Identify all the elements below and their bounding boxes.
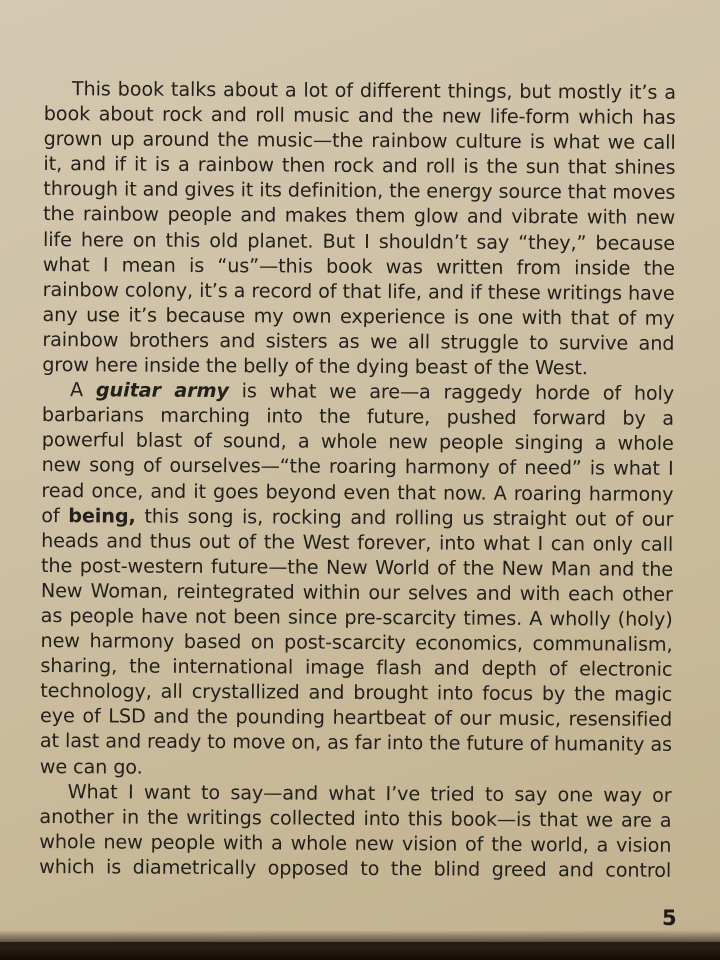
text-line	[42, 377, 674, 406]
text-line: the post-western future—the New World of the New Man and the	[40, 553, 674, 581]
text-line: book about rock and roll music and the new life-form which has	[43, 102, 676, 129]
text-fragment: is what we are—a raggedy horde of holy	[228, 379, 675, 405]
text-line: which is diametrically opposed to the blind greed and control	[39, 854, 672, 882]
text-line: the rainbow people and makes them glow and vibrate with new	[43, 202, 676, 230]
text-line: New Woman, reintegrated within our selves and with each other	[40, 578, 673, 606]
text-line	[41, 503, 673, 532]
text-line: eye of LSD and the pounding heartbeat of our music, resensified	[40, 704, 673, 732]
emphasis-guitar-army: guitar army	[95, 378, 229, 403]
text-fragment: of	[41, 503, 69, 527]
text-line: powerful blast of sound, a whole new people singing a whole	[41, 428, 674, 456]
text-line: what I mean is “us”—this book was written from inside the	[42, 252, 675, 280]
text-line: grown up around the music—the rainbow culture is what we call	[43, 127, 676, 155]
text-line: at last and ready to move on, as far into the future of humanity as	[39, 729, 672, 757]
text-line: it, and if it is a rainbow then rock and roll is the sun that shines	[43, 152, 676, 180]
text-fragment: this song is, rocking and rolling us straight out of our	[135, 504, 674, 531]
text-line: rainbow colony, it’s a record of that life, and if these writings have	[42, 277, 675, 305]
text-line: whole new people with a whole new vision of the world, a vision	[39, 829, 672, 857]
emphasis-being: being,	[68, 503, 136, 528]
text-line: read once, and it goes beyond even that now. A roaring harmony	[41, 478, 674, 506]
text-line: heads and thus out of the West forever, into what I can only call	[41, 528, 674, 556]
body-text	[39, 76, 676, 883]
page-edge-shadow	[0, 930, 720, 960]
text-line: This book talks about a lot of different things, but mostly it’s a	[71, 77, 676, 104]
paragraph-2	[40, 377, 674, 782]
paragraph-1	[42, 76, 676, 381]
text-fragment: A	[70, 378, 97, 402]
text-line: life here on this old planet. But I shouldn’t say “they,” because	[42, 227, 676, 255]
text-line: What I want to say—and what I’ve tried to say one way or	[67, 779, 672, 807]
text-line: through it and gives it its definition, the energy source that moves	[43, 177, 676, 205]
text-line: we can go.	[39, 754, 143, 779]
text-line: as people have not been since pre-scarcity times. A wholly (holy)	[40, 603, 673, 631]
text-line: barbarians marching into the future, pushed forward by a	[41, 403, 674, 431]
text-line: sharing, the international image flash and depth of electronic	[40, 654, 673, 682]
page-number: 5	[662, 906, 677, 930]
paragraph-3	[39, 779, 672, 883]
text-line: any use it’s because my own experience is one with that of my	[42, 302, 675, 330]
text-line: another in the writings collected into this book—is that we are a	[39, 804, 672, 832]
text-line: rainbow brothers and sisters as we all struggle to survive and	[42, 327, 675, 355]
text-line: new harmony based on post-scarcity economics, communalism,	[40, 629, 673, 656]
text-line: new song of ourselves—“the roaring harmony of need” is what I	[41, 453, 674, 481]
text-line: technology, all crystallized and brought into focus by the magic	[40, 679, 673, 707]
text-line: grow here inside the belly of the dying beast of the West.	[42, 353, 588, 380]
